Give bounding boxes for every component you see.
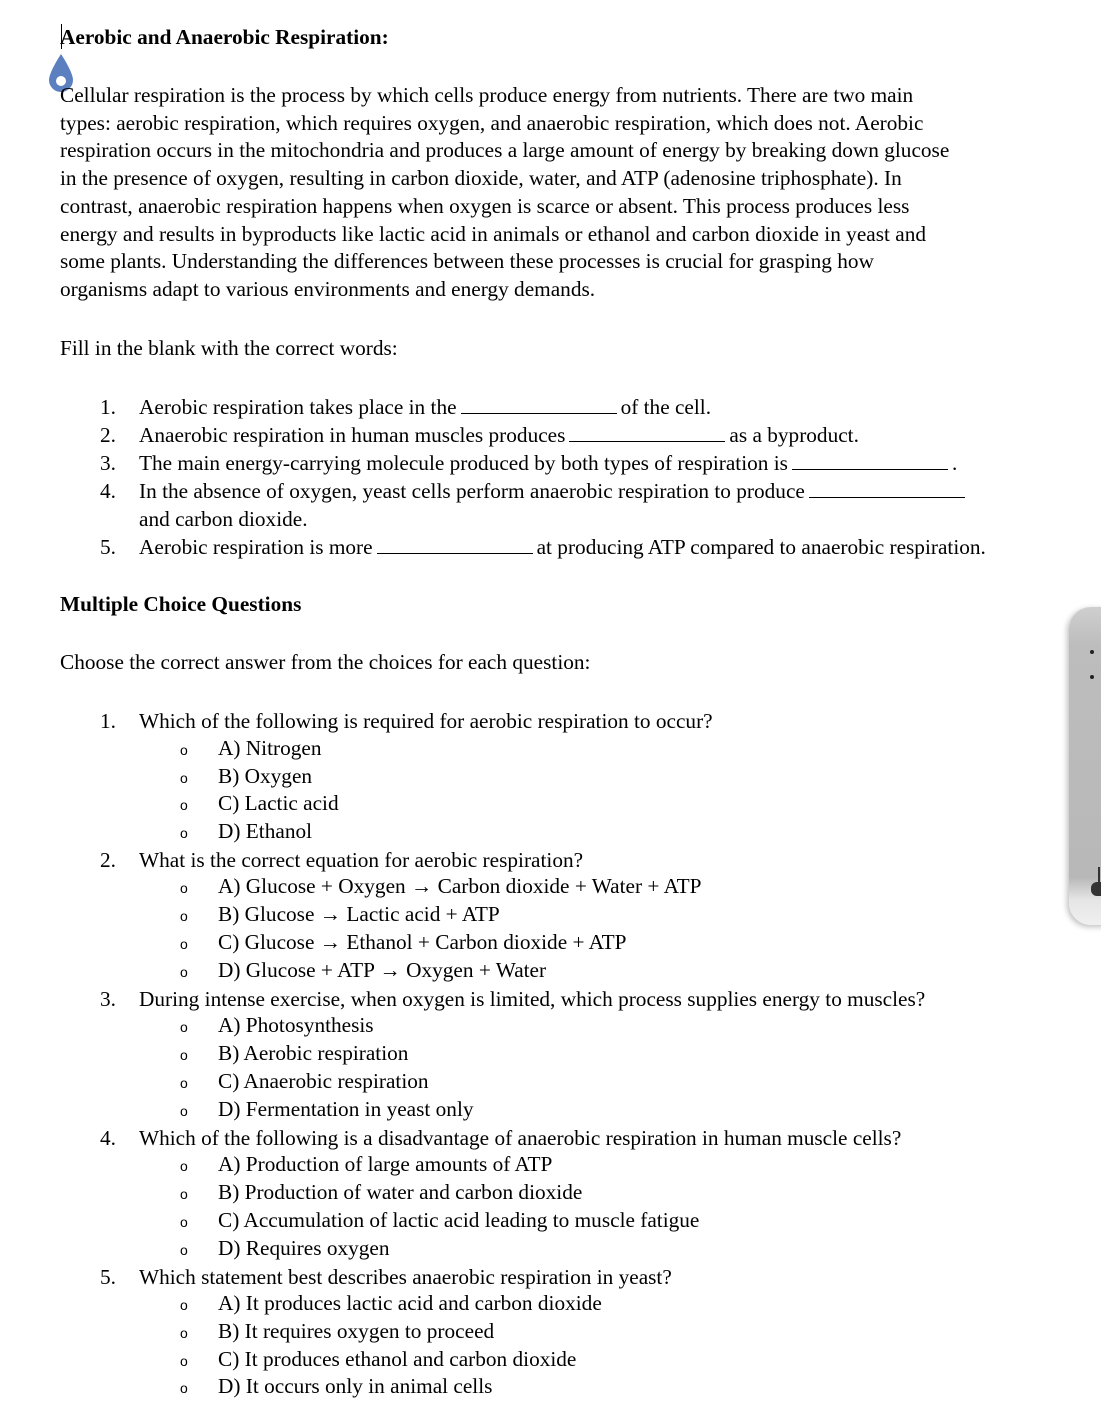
option-text: B) It requires oxygen to proceed <box>218 1319 495 1343</box>
intro-paragraph <box>60 82 1075 304</box>
item-text: The main energy-carrying molecule produced by both types of respiration is <box>139 451 788 475</box>
option-text: B) Production of water and carbon dioxide <box>218 1180 583 1204</box>
item-number: 3. <box>100 451 116 475</box>
option-text: C) Anaerobic respiration <box>218 1069 429 1093</box>
bullet-icon: o <box>180 936 188 952</box>
bullet-icon: o <box>180 1047 188 1063</box>
option-text: A) Glucose + Oxygen → Carbon dioxide + Water + ATP <box>218 874 702 898</box>
intro-line: some plants. Understanding the differences between these processes is crucial for grasping how <box>60 249 874 274</box>
item-number: 1. <box>100 395 116 419</box>
intro-line: contrast, anaerobic respiration happens when oxygen is scarce or absent. This process produces less <box>60 193 910 218</box>
question-text: During intense exercise, when oxygen is limited, which process supplies energy to muscles? <box>139 987 926 1011</box>
option-text: D) Glucose + ATP → Oxygen + Water <box>218 958 547 982</box>
bullet-icon: o <box>180 770 188 786</box>
bullet-icon: o <box>180 1158 188 1174</box>
item-text-after: . <box>951 451 958 475</box>
bullet-icon: o <box>180 742 188 758</box>
option-text: C) Lactic acid <box>218 791 339 815</box>
bullet-icon: o <box>180 1186 188 1202</box>
item-number: 5. <box>100 535 116 559</box>
bullet-icon: o <box>180 1380 188 1396</box>
question-number: 4. <box>100 1126 116 1150</box>
bullet-icon: o <box>180 1075 188 1091</box>
question-number: 5. <box>100 1265 116 1289</box>
item-number: 4. <box>100 479 116 503</box>
answer-blank[interactable] <box>792 451 948 470</box>
item-text: Anaerobic respiration in human muscles produces <box>139 423 566 447</box>
item-text-after: as a byproduct. <box>729 423 859 447</box>
option-text: B) Glucose → Lactic acid + ATP <box>218 902 500 926</box>
question-text: Which of the following is required for aerobic respiration to occur? <box>139 709 713 733</box>
bullet-icon: o <box>180 1019 188 1035</box>
option-text: A) Production of large amounts of ATP <box>218 1152 553 1176</box>
option-text: D) Requires oxygen <box>218 1236 390 1260</box>
side-panel-handle[interactable] <box>1069 607 1101 925</box>
intro-line: energy and results in byproducts like lactic acid in animals or ethanol and carbon dioxide in yeast and <box>60 221 927 246</box>
question-number: 1. <box>100 709 116 733</box>
option-text: C) Glucose → Ethanol + Carbon dioxide + ATP <box>218 930 627 954</box>
question-number: 2. <box>100 848 116 872</box>
intro-line: in the presence of oxygen, resulting in carbon dioxide, water, and ATP (adenosine triphosphate). In <box>60 166 902 191</box>
item-text: Aerobic respiration is more <box>139 535 373 559</box>
option-text: A) Nitrogen <box>218 736 322 760</box>
item-text: Aerobic respiration takes place in the <box>139 395 457 419</box>
bullet-icon: o <box>180 908 188 924</box>
bullet-icon: o <box>180 1353 188 1369</box>
bullet-icon: o <box>180 880 188 896</box>
question-number: 3. <box>100 987 116 1011</box>
item-text-after: of the cell. <box>620 395 712 419</box>
question-text: What is the correct equation for aerobic respiration? <box>139 848 584 872</box>
intro-line: respiration occurs in the mitochondria and produces a large amount of energy by breaking down glucose <box>60 138 950 163</box>
bullet-icon: o <box>180 1214 188 1230</box>
bullet-icon: o <box>180 1325 188 1341</box>
question-text: Which of the following is a disadvantage of anaerobic respiration in human muscle cells? <box>139 1126 902 1150</box>
document-title: Aerobic and Anaerobic Respiration: <box>60 25 389 49</box>
intro-line: organisms adapt to various environments and energy demands. <box>60 276 596 301</box>
answer-blank[interactable] <box>569 423 725 442</box>
item-text-after: at producing ATP compared to anaerobic respiration. <box>536 535 986 559</box>
item-text: In the absence of oxygen, yeast cells perform anaerobic respiration to produce <box>139 479 805 503</box>
option-text: B) Aerobic respiration <box>218 1041 409 1065</box>
answer-blank[interactable] <box>809 479 965 498</box>
option-text: C) It produces ethanol and carbon dioxide <box>218 1347 577 1371</box>
answer-blank[interactable] <box>377 535 533 554</box>
option-text: B) Oxygen <box>218 764 313 788</box>
answer-blank[interactable] <box>461 395 617 414</box>
bullet-icon: o <box>180 797 188 813</box>
option-text: D) Fermentation in yeast only <box>218 1097 474 1121</box>
intro-line: Cellular respiration is the process by which cells produce energy from nutrients. There are two main <box>60 83 914 107</box>
mcq-heading: Multiple Choice Questions <box>60 592 302 616</box>
mcq-instruction: Choose the correct answer from the choices for each question: <box>60 650 591 674</box>
drag-knob-icon[interactable] <box>1091 882 1101 896</box>
bullet-icon: o <box>180 964 188 980</box>
option-text: D) Ethanol <box>218 819 313 843</box>
option-text: A) It produces lactic acid and carbon dioxide <box>218 1291 602 1315</box>
option-text: C) Accumulation of lactic acid leading to muscle fatigue <box>218 1208 700 1232</box>
bullet-icon: o <box>180 1103 188 1119</box>
bullet-icon: o <box>180 1242 188 1258</box>
question-text: Which statement best describes anaerobic respiration in yeast? <box>139 1265 672 1289</box>
bullet-icon: o <box>180 1297 188 1313</box>
item-text: and carbon dioxide. <box>139 507 308 531</box>
more-dots-icon[interactable] <box>1090 635 1101 639</box>
fill-in-instruction: Fill in the blank with the correct words: <box>60 336 398 360</box>
option-text: A) Photosynthesis <box>218 1013 374 1037</box>
intro-line: types: aerobic respiration, which requires oxygen, and anaerobic respiration, which does not. Aerobic <box>60 110 924 135</box>
bullet-icon: o <box>180 825 188 841</box>
item-number: 2. <box>100 423 116 447</box>
option-text: D) It occurs only in animal cells <box>218 1374 493 1398</box>
